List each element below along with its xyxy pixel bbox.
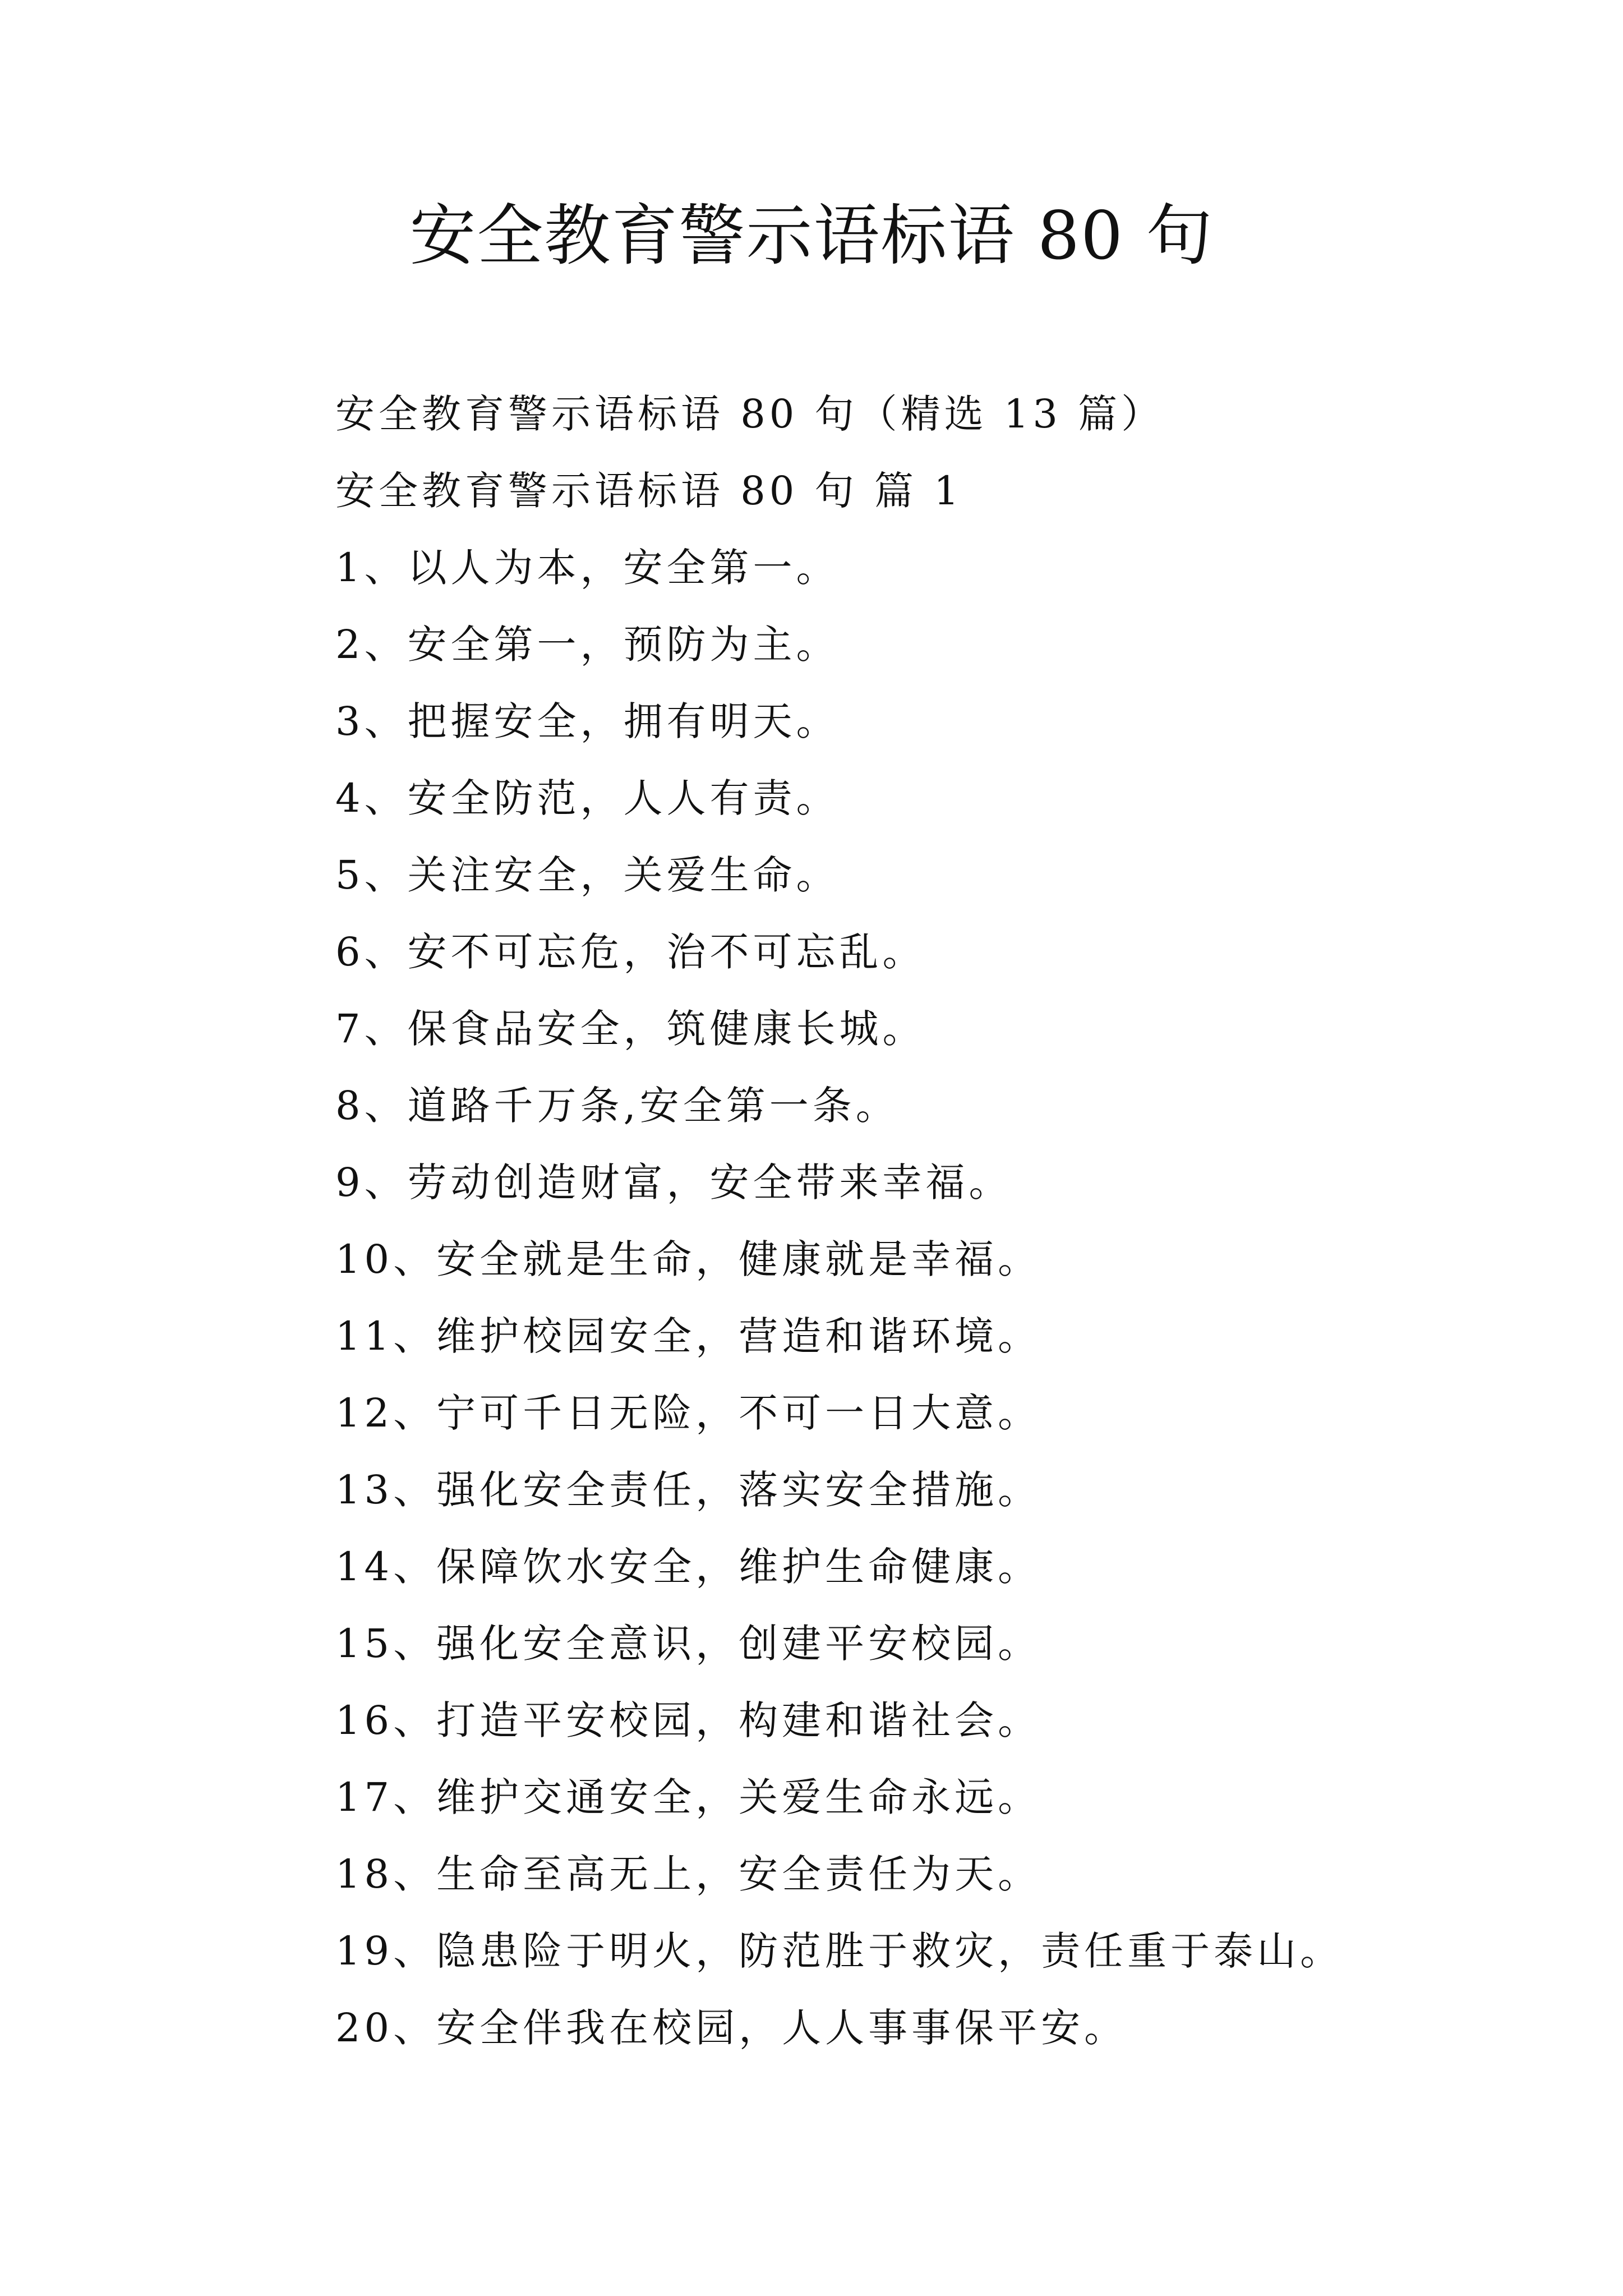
list-item: 5、关注安全，关爱生命。	[335, 852, 840, 898]
document-body	[335, 376, 1513, 2067]
list-item: 1、以人为本，安全第一。	[335, 545, 840, 591]
list-item: 19、隐患险于明火，防范胜于救灾，责任重于泰山。	[335, 1928, 1344, 1974]
list-item: 16、打造平安校园，构建和谐社会。	[335, 1697, 1041, 1743]
document-title: 安全教育警示语标语 80 句	[409, 197, 1214, 274]
list-item: 14、保障饮水安全，维护生命健康。	[335, 1544, 1041, 1590]
list-item: 3、把握安全，拥有明天。	[335, 698, 840, 744]
slogan-list	[335, 530, 1513, 2067]
list-item: 18、生命至高无上，安全责任为天。	[335, 1851, 1041, 1897]
list-item: 2、安全第一，预防为主。	[335, 622, 840, 668]
list-item: 10、安全就是生命，健康就是幸福。	[335, 1236, 1041, 1282]
document-subtitle: 安全教育警示语标语 80 句（精选 13 篇）	[335, 391, 1165, 437]
list-item: 7、保食品安全，筑健康长城。	[335, 1006, 926, 1052]
list-item: 11、维护校园安全，营造和谐环境。	[335, 1313, 1041, 1359]
list-item: 6、安不可忘危，治不可忘乱。	[335, 929, 926, 975]
list-item: 13、强化安全责任，落实安全措施。	[335, 1467, 1041, 1513]
list-item: 20、安全伴我在校园，人人事事保平安。	[335, 2005, 1128, 2051]
list-item: 12、宁可千日无险，不可一日大意。	[335, 1390, 1041, 1436]
list-item: 9、劳动创造财富，安全带来幸福。	[335, 1159, 1012, 1205]
section-heading: 安全教育警示语标语 80 句 篇 1	[335, 468, 963, 514]
list-item: 17、维护交通安全，关爱生命永远。	[335, 1774, 1041, 1820]
list-item: 8、道路千万条,安全第一条。	[335, 1083, 899, 1129]
list-item: 15、强化安全意识，创建平安校园。	[335, 1621, 1041, 1667]
list-item: 4、安全防范，人人有责。	[335, 775, 840, 821]
